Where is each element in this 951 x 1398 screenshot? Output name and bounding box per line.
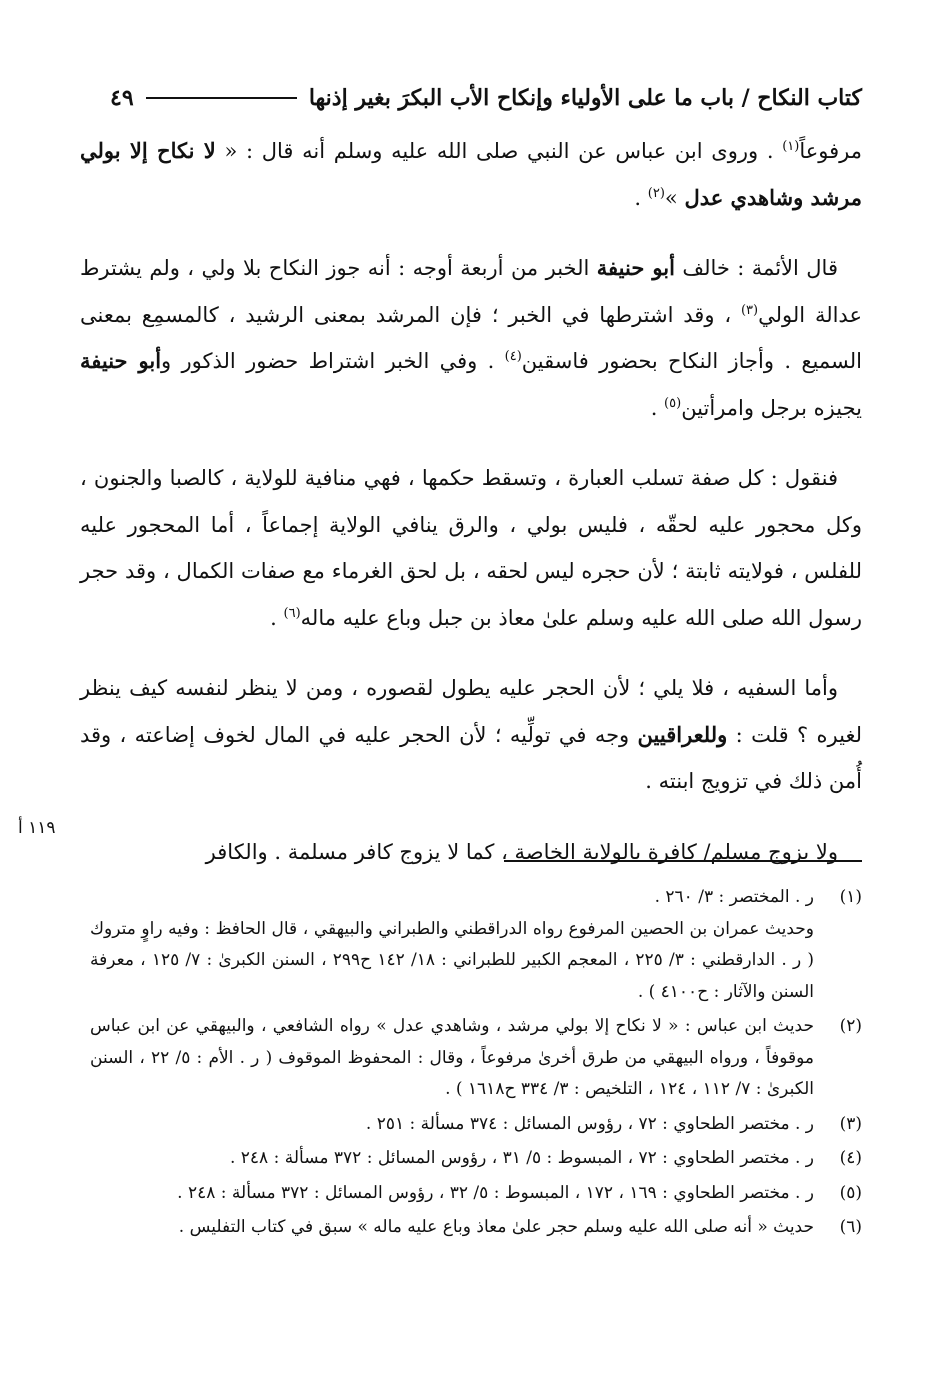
text-run: قال الأئمة : خالف (674, 256, 838, 280)
footnote (90, 882, 862, 1008)
footnotes (90, 882, 862, 1247)
text-run: ولا يزوج مسلم/ كافرة بالولاية الخاصة ، كما لا يزوج كافر مسلمة . والكافر (205, 839, 838, 864)
bold-term: أبو حنيفة (596, 255, 675, 280)
footnote-body (90, 882, 814, 1008)
paragraph (80, 829, 862, 876)
running-header (110, 76, 862, 120)
footnote (90, 1178, 862, 1210)
text-run: » (664, 185, 685, 210)
text-run: وأما السفيه ، فلا يلي ؛ لأن الحجر عليه يطول لقصوره ، ومن لا ينظر لنفسه كيف ينظر لغيره ؟ قلت : (80, 676, 862, 747)
footnote-ref: (٤) (504, 349, 522, 364)
text-run: ، وقد اشترطها في الخبر ؛ فإن المرشد بمعنى الرشيد ، كالمسمِع بمعنى السميع . وأجاز النكاح بحضور فاسقين (80, 302, 862, 373)
text-run: . (650, 395, 665, 420)
footnote-ref: (٣) (740, 302, 759, 318)
text-run: . وروى ابن عباس عن النبي صلى الله عليه وسلم أنه قال : « (215, 139, 783, 163)
footnote-body (90, 1011, 814, 1106)
bold-term: لا نكاح إلا بولي مرشد وشاهدي عدل (80, 138, 862, 210)
paragraph (80, 245, 862, 431)
footnote-line: وحديث عمران بن الحصين المرفوع رواه الدراقطني والطبراني والبيهقي ، قال الحافظ : وفيه راوٍ متروك ( ر . الدارقطني : ٣/ ٢٢٥ ، المعجم الكبير للطبراني : ١٨/ ١٤٢ ح٢٩٩ ، السنن الكبرىٰ : ٧/ ١٢٥ ، معرفة السنن والآثار : ح٤١٠٠ ) . (90, 918, 815, 1002)
footnote-body (90, 1109, 814, 1141)
footnote-number: (٢) (839, 1016, 862, 1036)
text-run: وجه في تولِّيه ؛ لأن الحجر عليه في المال لخوف إضاعته ، وقد أُمن ذلك في تزويج ابنته . (80, 722, 862, 793)
footnote (90, 1011, 862, 1106)
footnote-line: ر . مختصر الطحاوي : ٧٢ ، المبسوط : ٥/ ٣١ ، رؤوس المسائل : ٣٧٢ مسألة : ٢٤٨ . (229, 1148, 814, 1168)
footnote-body (90, 1178, 814, 1210)
text-run: . (634, 185, 648, 210)
manuscript-folio-note: ١١٩ أ (18, 818, 56, 838)
footnote (90, 1143, 862, 1175)
footnote-number: (١) (839, 887, 862, 907)
footnote-number: (٣) (839, 1113, 862, 1134)
text-run: . وفي الخبر اشتراط حضور الذكور و (161, 349, 505, 373)
footnote-number: (٦) (839, 1217, 862, 1237)
footnote-line: ر . المختصر : ٣/ ٢٦٠ . (654, 887, 814, 907)
text-run: فنقول : كل صفة تسلب العبارة ، وتسقط حكمها ، فهي منافية للولاية ، كالصبا والجنون ، وكل محجور عليه لحقّه ، فليس بولي ، والرق ينافي الولاية إجماعاً ، أما المحجور عليه للفلس ، فولايته ثابتة ؛ لأن حجره ليس لحقه ، بل لحق الغرماء مع صفات الكمال ، وقد حجر رسول الله صلى الله عليه وسلم علىٰ معاذ بن جبل وباع عليه ماله (80, 466, 862, 630)
footnote-line: حديث « أنه صلى الله عليه وسلم حجر علىٰ معاذ وباع عليه ماله » سبق في كتاب التفليس . (178, 1217, 814, 1237)
text-run: . (270, 605, 284, 630)
footnote-line: ر . مختصر الطحاوي : ١٦٩ ، ١٧٢ ، المبسوط : ٥/ ٣٢ ، رؤوس المسائل : ٣٧٢ مسألة : ٢٤٨ . (177, 1182, 814, 1203)
paragraph (80, 455, 862, 641)
footnote-line: حديث ابن عباس : « لا نكاح إلا بولي مرشد ، وشاهدي عدل » رواه الشافعي ، والبيهقي عن ابن عباس موقوفاً ، ورواه البيهقي من طرق أخرىٰ مرفوعاً ، وقال : المحفوظ الموقوف ( ر . الأم : ٥/ ٢٢ ، السنن الكبرىٰ : ٧/ ١١٢ ، ١٢٤ ، التلخيص : ٣/ ٣٣٤ ح١٦١٨ ) . (90, 1016, 814, 1099)
footnote (90, 1109, 862, 1141)
text-run: يجيزه برجل وامرأتين (681, 395, 862, 420)
page-header-title: كتاب النكاح / باب ما على الأولياء وإنكاح الأب البكرَ بغير إذنها (308, 85, 862, 111)
footnote-number: (٥) (839, 1182, 862, 1203)
bold-term: وللعراقيين (637, 721, 728, 747)
footnote-body (90, 1143, 814, 1175)
footnote-line: ر . مختصر الطحاوي : ٧٢ ، رؤوس المسائل : ٣٧٤ مسألة : ٢٥١ . (365, 1113, 814, 1134)
footnote-ref: (١) (782, 139, 800, 154)
footnote (90, 1212, 862, 1244)
bold-term: أبو حنيفة (80, 348, 162, 373)
text-run: مرفوعاً (799, 139, 862, 163)
footnote-ref: (٥) (664, 395, 682, 411)
footnote-number: (٤) (839, 1148, 862, 1168)
page-number: ٤٩ (110, 85, 134, 111)
footnote-separator (504, 860, 862, 862)
text-run: الخبر من أربعة أوجه : أنه جوز النكاح بلا ولي ، ولم يشترط عدالة الولي (80, 256, 862, 327)
footnote-ref: (٦) (283, 605, 301, 621)
paragraph (80, 128, 862, 221)
header-rule (146, 97, 297, 99)
footnote-body (90, 1212, 814, 1244)
paragraph (80, 665, 862, 805)
main-text (80, 128, 862, 899)
footnote-ref: (٢) (647, 185, 665, 201)
